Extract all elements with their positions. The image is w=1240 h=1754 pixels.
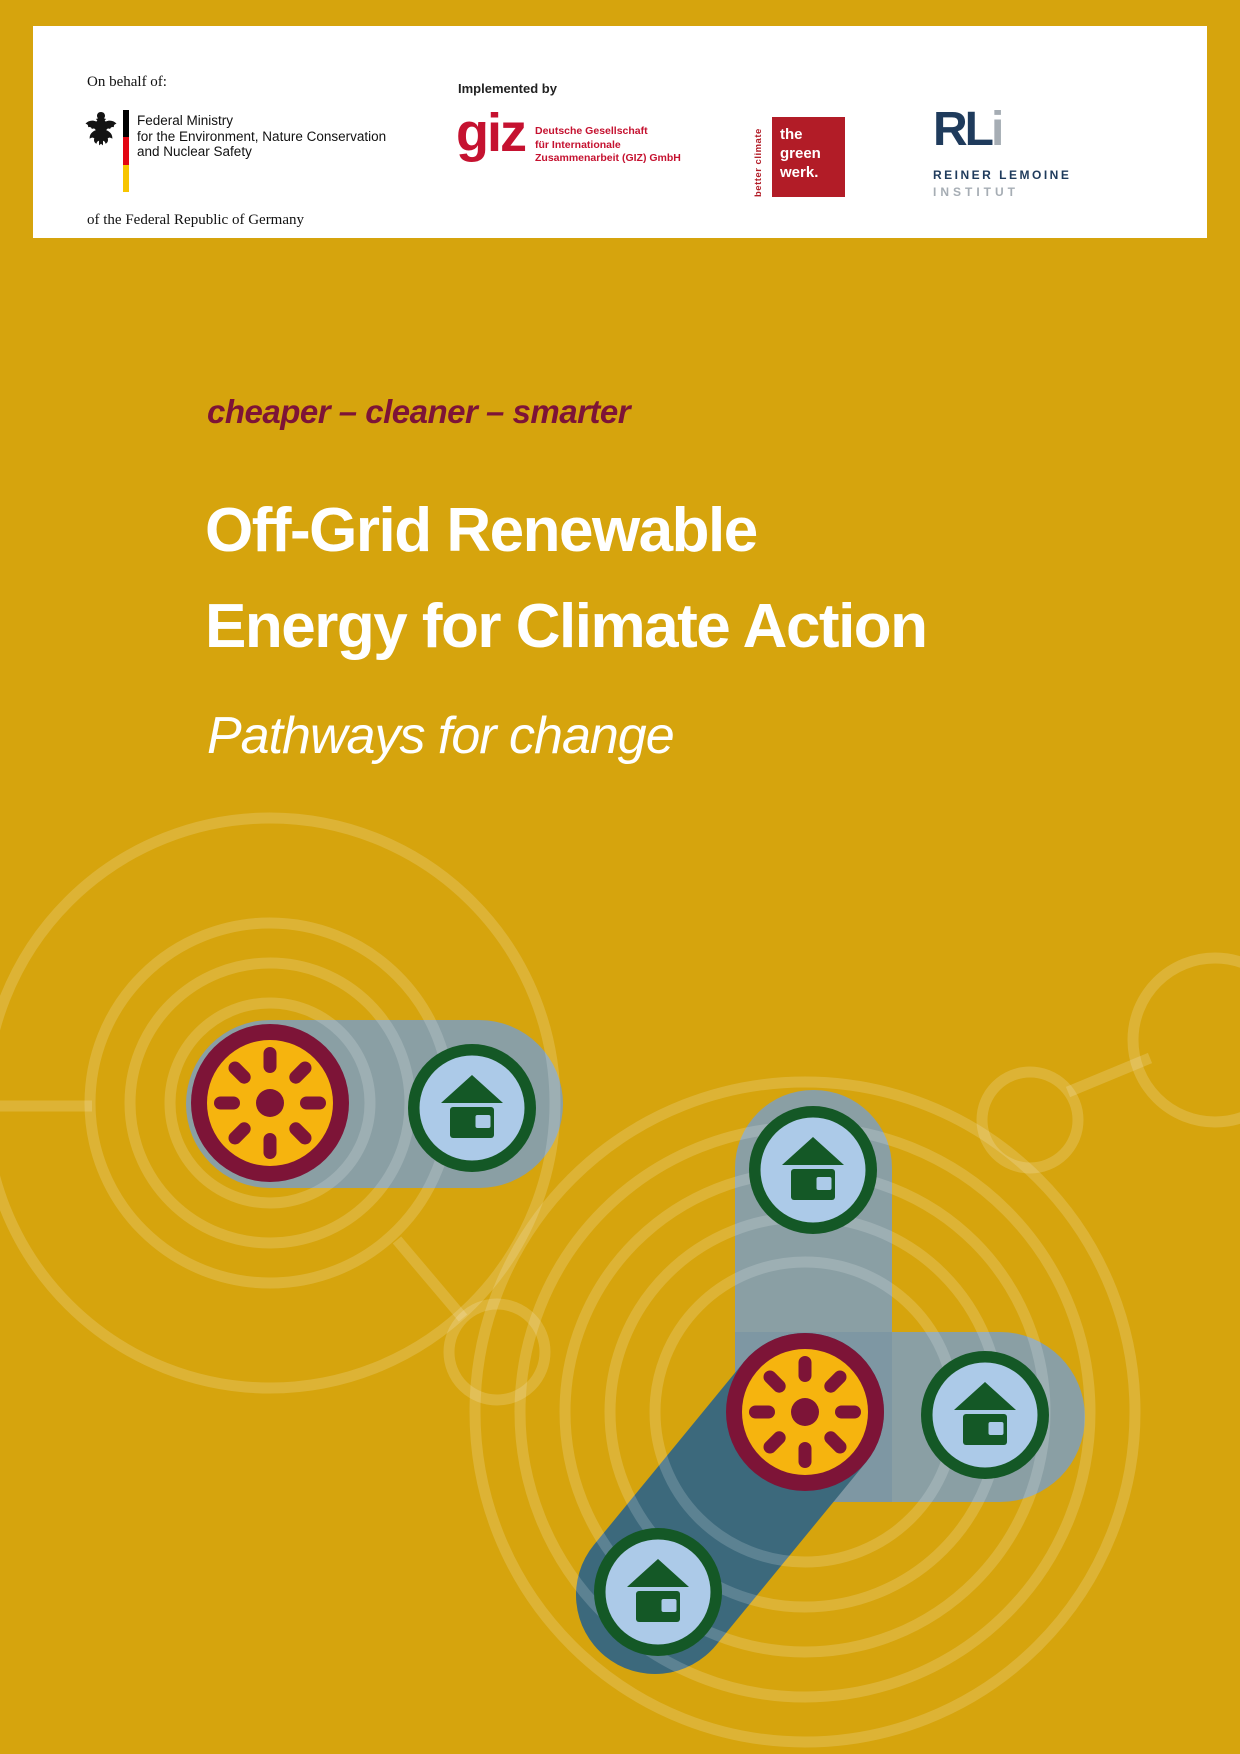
- subtitle: Pathways for change: [207, 707, 674, 765]
- giz-text-line: für Internationale: [535, 138, 621, 151]
- house-icon: [408, 1044, 536, 1172]
- rli-logo: RLi: [933, 103, 1002, 156]
- country-note: of the Federal Republic of Germany: [87, 212, 305, 228]
- sun-icon: [191, 1024, 349, 1182]
- page-title: [205, 483, 927, 675]
- ministry-name: [137, 113, 386, 160]
- implemented-by-label: Implemented by: [458, 81, 557, 96]
- title-line: Energy for Climate Action: [205, 592, 927, 661]
- greenwerk-line: green: [780, 145, 821, 162]
- greenwerk-line: the: [780, 126, 803, 143]
- house-icon: [921, 1351, 1049, 1479]
- house-icon: [749, 1106, 877, 1234]
- house-icon: [594, 1528, 722, 1656]
- giz-text-line: Zusammenarbeit (GIZ) GmbH: [535, 152, 681, 164]
- giz-text-line: Deutsche Gesellschaft: [535, 125, 648, 137]
- ministry-line: and Nuclear Safety: [137, 144, 252, 159]
- tagline: cheaper – cleaner – smarter: [207, 393, 631, 430]
- header-logo-band: [33, 26, 1207, 238]
- greenwerk-logo: [772, 117, 845, 197]
- greenwerk-line: werk.: [780, 164, 819, 181]
- giz-logo-text: [535, 125, 681, 166]
- title-line: Off-Grid Renewable: [205, 496, 757, 565]
- german-flag-stripe: [123, 110, 129, 192]
- rli-institut: INSTITUT: [933, 185, 1019, 199]
- federal-eagle-icon: [83, 110, 119, 152]
- ministry-line: Federal Ministry: [137, 113, 234, 128]
- sun-icon: [726, 1333, 884, 1491]
- ministry-line: for the Environment, Nature Conservation: [137, 128, 387, 144]
- greenwerk-vertical-text: better climate: [753, 128, 764, 197]
- giz-logo: giz: [456, 103, 525, 163]
- on-behalf-label: On behalf of:: [87, 74, 167, 90]
- rli-name: REINER LEMOINE: [933, 168, 1072, 182]
